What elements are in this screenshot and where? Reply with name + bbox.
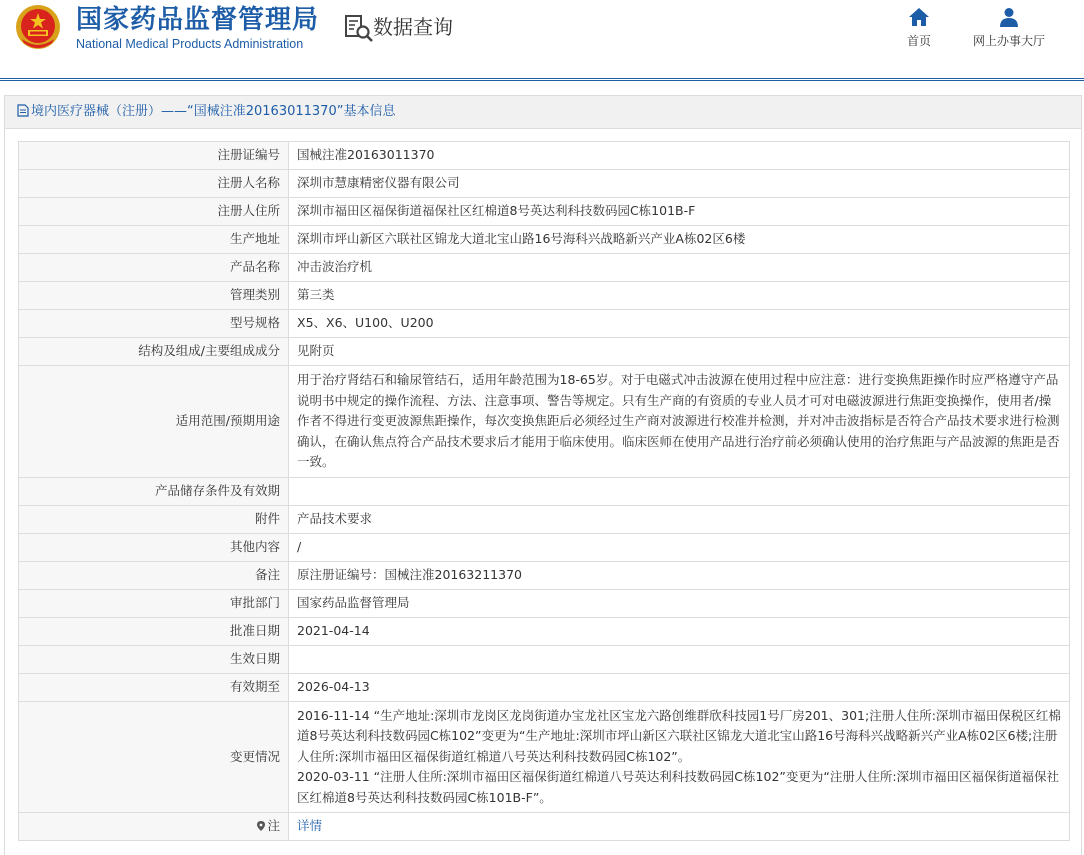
data-query-title: 数据查询 (373, 15, 453, 39)
panel-title-bar (5, 96, 1081, 129)
table-row (19, 645, 1070, 673)
table-row (19, 533, 1070, 561)
row-label: 产品储存条件及有效期 (19, 477, 289, 505)
table-row (19, 617, 1070, 645)
row-label: 附件 (19, 505, 289, 533)
row-value: 用于治疗肾结石和输尿管结石，适用年龄范围为18-65岁。对于电磁式冲击波源在使用过程中应注意：进行变换焦距操作时应严格遵守产品说明书中规定的操作流程、方法、注意事项、警告等规定。只有生产商的有资质的专业人员才可对电磁波源进行焦距变换操作，使用者/操作者不得进行变更波源焦距操作，每次变换焦距后必须经过生产商对波源进行校准并检测，并对冲击波指标是否符合产品技术要求进行检测确认，在确认焦点符合产品技术要求后才能用于临床使用。临床医师在使用产品进行治疗前必须确认使用的治疗焦距与产品波源的焦距是否一致。 (289, 366, 1070, 478)
logo-title: 国家药品监督管理局 (76, 5, 320, 35)
table-row (19, 477, 1070, 505)
table-row (19, 310, 1070, 338)
note-label: 注 (267, 818, 280, 834)
row-value: 深圳市慧康精密仪器有限公司 (289, 170, 1070, 198)
registration-info-table (18, 141, 1070, 841)
row-value: 原注册证编号：国械注准20163211370 (289, 561, 1070, 589)
row-label: 生效日期 (19, 645, 289, 673)
row-value: 产品技术要求 (289, 505, 1070, 533)
nav-online-hall-button[interactable] (966, 6, 1052, 49)
nav-online-hall-label: 网上办事大厅 (972, 34, 1045, 48)
document-icon (17, 104, 29, 117)
logo-subtitle: National Medical Products Administration (76, 37, 304, 51)
table-row (19, 366, 1070, 478)
row-value: 深圳市福田区福保街道福保社区红棉道8号英达利科技数码园C栋101B-F (289, 198, 1070, 226)
row-value: 第三类 (289, 282, 1070, 310)
nav-home-button[interactable] (896, 6, 942, 49)
nav-home-label: 首页 (906, 34, 931, 48)
data-query-icon (344, 13, 374, 43)
row-label: 注册证编号 (19, 142, 289, 170)
row-label: 结构及组成/主要组成成分 (19, 338, 289, 366)
row-value: 2016-11-14 “生产地址:深圳市龙岗区龙岗街道办宝龙社区宝龙六路创维群欣科技园1号厂房201、301;注册人住所:深圳市福田保税区红棉道8号英达利科技数码园C栋102”变更为“生产地址:深圳市坪山新区六联社区锦龙大道北宝山路16号海科兴战略新兴产业A栋02区6楼;注册人住所:深圳市福田区福保街道红棉道八号英达利科技数码园C栋102”。 2020-03-11 “注册人住所:深圳市福田区福保街道红棉道八号英达利科技数码园C栋102”变更为“注册人住所:深圳市福田区福保街道福保社区红棉道8号英达利科技数码园C栋101B-F”。 (289, 701, 1070, 813)
row-value: / (289, 533, 1070, 561)
table-row (19, 254, 1070, 282)
row-label: 注册人名称 (19, 170, 289, 198)
table-row (19, 142, 1070, 170)
row-label: 管理类别 (19, 282, 289, 310)
pin-icon (257, 821, 265, 831)
table-row (19, 282, 1070, 310)
table-row (19, 338, 1070, 366)
table-row (19, 701, 1070, 813)
row-value: 深圳市坪山新区六联社区锦龙大道北宝山路16号海科兴战略新兴产业A栋02区6楼 (289, 226, 1070, 254)
row-label: 审批部门 (19, 589, 289, 617)
home-icon (908, 6, 930, 28)
detail-link[interactable]: 详情 (297, 818, 323, 834)
row-label: 注册人住所 (19, 198, 289, 226)
row-value: 2026-04-13 (289, 673, 1070, 701)
row-value: 见附页 (289, 338, 1070, 366)
row-value: 国械注准20163011370 (289, 142, 1070, 170)
panel-title: 境内医疗器械（注册）——“国械注准20163011370”基本信息 (31, 104, 396, 119)
row-label: 产品名称 (19, 254, 289, 282)
row-label: 有效期至 (19, 673, 289, 701)
row-label: 其他内容 (19, 533, 289, 561)
site-header (0, 0, 1084, 78)
table-row (19, 505, 1070, 533)
national-emblem-icon (14, 3, 62, 51)
header-divider (0, 78, 1084, 81)
table-row (19, 813, 1070, 841)
row-label: 适用范围/预期用途 (19, 366, 289, 478)
row-value (289, 477, 1070, 505)
table-row (19, 198, 1070, 226)
table-row (19, 170, 1070, 198)
table-row (19, 226, 1070, 254)
row-value: X5、X6、U100、U200 (289, 310, 1070, 338)
row-label: 备注 (19, 561, 289, 589)
row-value: 国家药品监督管理局 (289, 589, 1070, 617)
table-row (19, 561, 1070, 589)
detail-panel (4, 95, 1082, 855)
row-label: 变更情况 (19, 701, 289, 813)
row-label: 批准日期 (19, 617, 289, 645)
row-value: 2021-04-14 (289, 617, 1070, 645)
table-row (19, 673, 1070, 701)
row-value (289, 813, 1070, 841)
row-label: 型号规格 (19, 310, 289, 338)
table-row (19, 589, 1070, 617)
row-value: 冲击波治疗机 (289, 254, 1070, 282)
row-label (19, 813, 289, 841)
row-value (289, 645, 1070, 673)
row-label: 生产地址 (19, 226, 289, 254)
user-icon (998, 6, 1020, 28)
